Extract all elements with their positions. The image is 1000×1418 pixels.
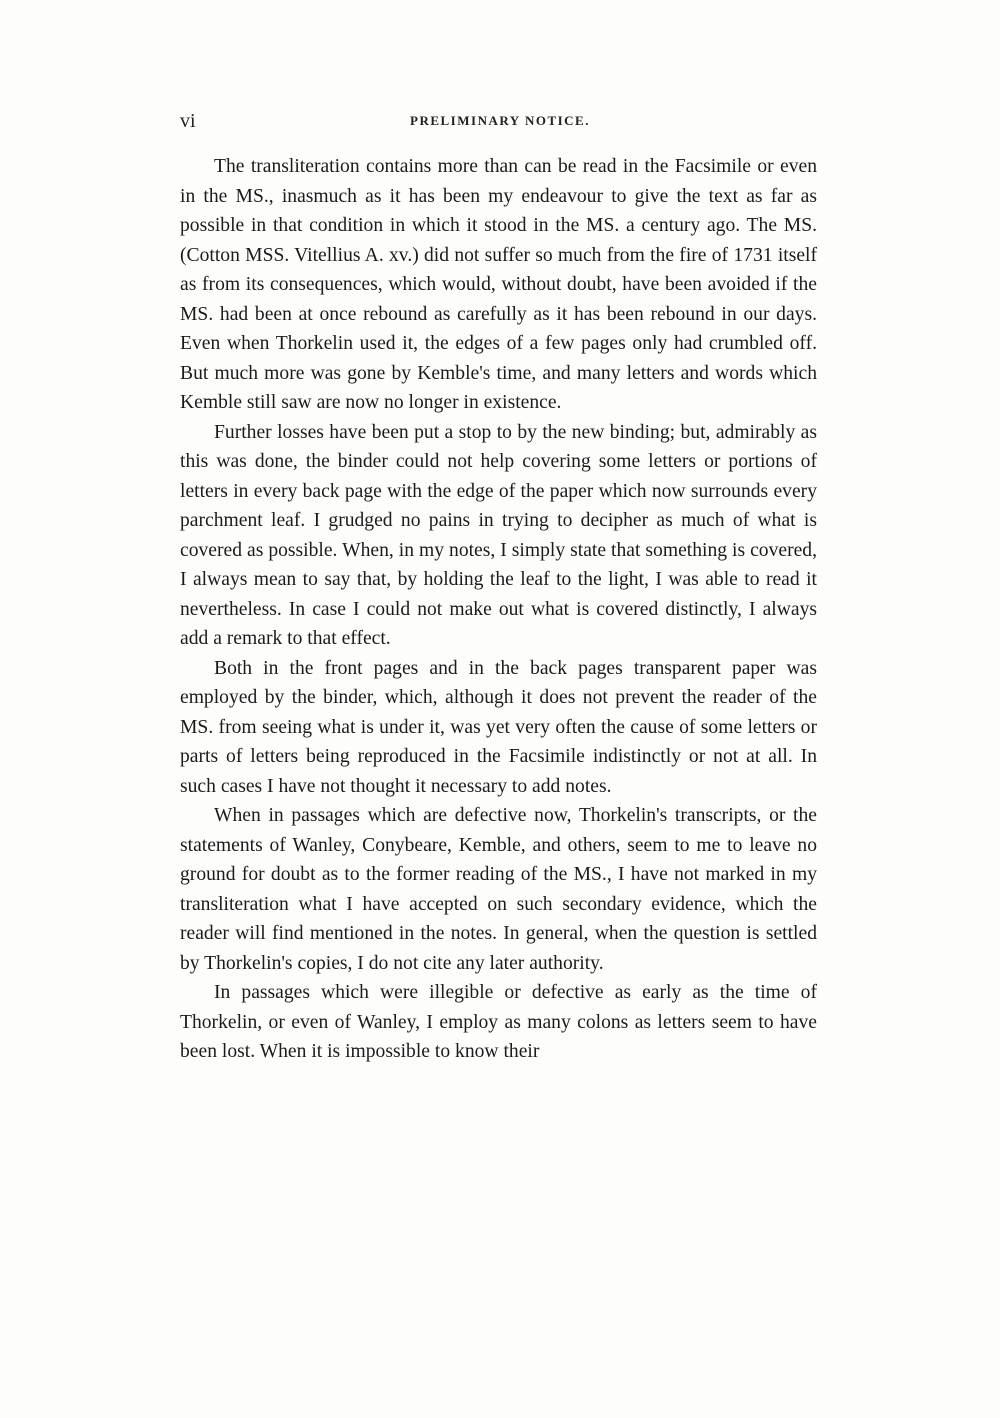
running-head bbox=[180, 110, 820, 138]
paragraph-2: Further losses have been put a stop to by the new binding; but, admirably as this was done, the binder could not help covering some letters or portions of letters in every back page with the edge of the paper which now surrounds every parchment leaf. I grudged no pains in trying to decipher as much of what is covered as possible. When, in my notes, I simply state that something is covered, I always mean to say that, by holding the leaf to the light, I was able to read it nevertheless. In case I could not make out what is covered distinctly, I always add a remark to that effect. bbox=[180, 421, 817, 649]
paragraph-5: In passages which were illegible or defective as early as the time of Thorkelin, or even of Wanley, I employ as many colons as letters seem to have been lost. When it is impossible to know their bbox=[180, 982, 817, 1062]
paragraph-3: Both in the front pages and in the back pages transparent paper was employed by the binder, which, although it does not prevent the reader of the MS. from seeing what is under it, was yet very often the cause of some letters or parts of letters being reproduced in the Facsimile indistinctly or not at all. In such cases I have not thought it necessary to add notes. bbox=[180, 657, 817, 797]
paragraph-4: When in passages which are defective now, Thorkelin's transcripts, or the statements of Wanley, Conybeare, Kemble, and others, seem to me to leave no ground for doubt as to the former reading of the MS., I have not marked in my transliteration what I have accepted on such secondary evidence, which the reader will find mentioned in the notes. In general, when the question is settled by Thorkelin's copies, I do not cite any later authority. bbox=[180, 805, 817, 974]
running-title: PRELIMINARY NOTICE. bbox=[410, 113, 590, 128]
body-text bbox=[180, 152, 817, 1067]
page-number: vi bbox=[180, 110, 196, 132]
paragraph-1: The transliteration contains more than can be read in the Facsimile or even in the MS., inasmuch as it has been my endeavour to give the text as far as possible in that condition in which it stood in the MS. a century ago. The MS. (Cotton MSS. Vitellius A. xv.) did not suffer so much from the fire of 1731 itself as from its consequences, which would, without doubt, have been avoided if the MS. had been at once rebound as carefully as it has been rebound in our days. Even when Thorkelin used it, the edges of a few pages only had crumbled off. But much more was gone by Kemble's time, and many letters and words which Kemble still saw are now no longer in existence. bbox=[180, 156, 817, 413]
